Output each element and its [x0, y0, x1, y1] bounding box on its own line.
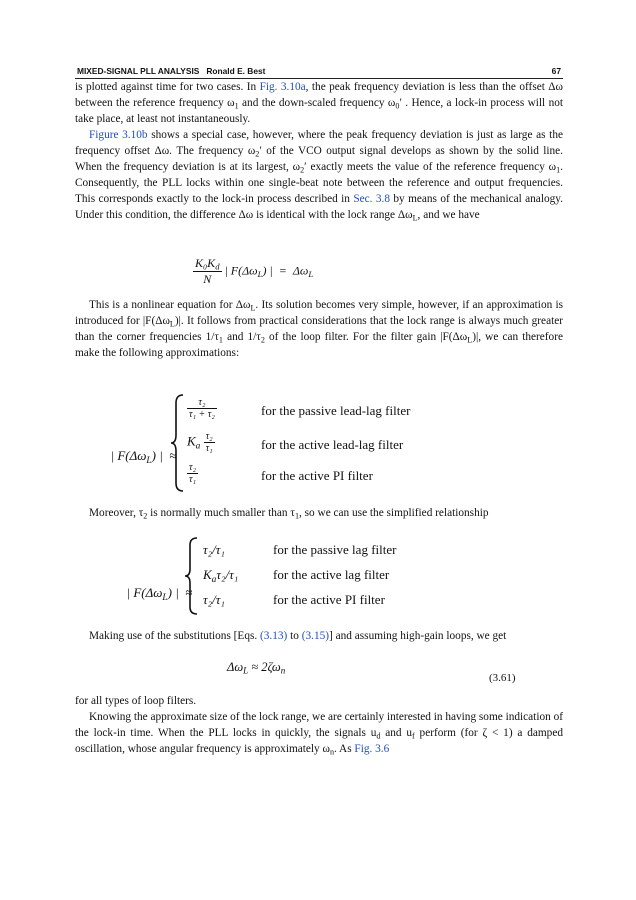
text: Making use of the substitutions [Eqs. — [89, 630, 261, 642]
text: ′ of the VCO output signal develops as shown by the solid line. When the frequency deviation is at its largest, ω — [75, 144, 564, 173]
equation-3-61 — [227, 660, 285, 675]
equation-lhs — [91, 432, 176, 480]
case-expr-3: τ₂/τ₁ — [203, 592, 225, 607]
text: K₀K — [195, 256, 216, 270]
fraction — [187, 462, 198, 485]
subscript: L — [162, 592, 168, 603]
fraction — [193, 256, 222, 287]
subscript: L — [243, 665, 249, 676]
text: | F(Δω — [110, 448, 147, 463]
subscript: L — [467, 335, 473, 345]
text: | F(Δω — [224, 263, 258, 278]
numerator: τ₂ — [189, 462, 197, 473]
subscript: L — [250, 303, 256, 313]
text: perform (for ζ < 1) a damped oscillation, whose angular frequency is approximately ω — [75, 726, 563, 755]
case-text-3: for the active PI filter — [273, 592, 385, 607]
text: τ₂/τ₁ — [216, 567, 239, 582]
equation-link[interactable]: (3.15) — [301, 630, 330, 642]
case-text-3: for the active PI filter — [261, 468, 373, 483]
text: by means of the mechanical analogy. Under this condition, the difference Δω is identical with the lock range Δω — [75, 192, 563, 221]
paragraph-7 — [75, 710, 563, 758]
text: ) | = Δω — [262, 263, 309, 278]
subscript: d — [376, 731, 381, 741]
text: ′ exactly meets the value of the reference frequency ω — [304, 160, 557, 173]
text: Moreover, τ — [89, 507, 144, 519]
equation-lock-range — [193, 256, 313, 287]
numerator — [193, 256, 222, 272]
subscript: 2 — [260, 335, 265, 345]
subscript: L — [257, 268, 263, 279]
case-expr-1: τ₂/τ₁ — [203, 542, 225, 557]
text: . Its solution becomes very simple, however, if an approximation is introduced for |F(Δω — [75, 299, 563, 327]
text: and 1/τ — [222, 330, 261, 343]
subscript: a — [211, 574, 217, 585]
header-rule — [75, 78, 563, 79]
numerator: τ₂ — [205, 431, 213, 442]
text: ) | ≈ — [151, 448, 177, 463]
paragraph-5 — [75, 629, 563, 645]
figure-link[interactable]: Figure 3.10b — [89, 129, 148, 141]
text: | F(Δω — [126, 585, 163, 600]
page-number: 67 — [551, 66, 561, 76]
case-expr-3 — [187, 462, 198, 485]
denominator: N — [203, 272, 212, 286]
denominator: τ₁ — [205, 443, 213, 454]
subscript: L — [169, 319, 175, 329]
text: ≈ 2ζω — [248, 660, 281, 674]
text: . Consequently, the PLL locks within one single-beat note between the reference and output frequencies. This corresponds exactly to the lock-in process described in — [75, 160, 563, 205]
case-text-1: for the passive lag filter — [273, 542, 397, 557]
equation-lhs — [107, 569, 192, 617]
case-text-1: for the passive lead-lag filter — [261, 403, 411, 418]
subscript: L — [146, 455, 152, 466]
figure-link[interactable]: Fig. 3.6 — [354, 742, 390, 755]
text: is plotted against time for two cases. In — [75, 81, 260, 93]
paragraph-4 — [75, 506, 563, 522]
text: )|, we can therefore make the following approximations: — [75, 330, 563, 359]
text: This is a nonlinear equation for Δω — [89, 299, 251, 311]
text: , the peak frequency deviation is less than the offset Δω between the reference frequency ω — [75, 81, 563, 109]
subscript: L — [412, 212, 418, 222]
text: K — [187, 433, 196, 449]
text: shows a special case, however, where the peak frequency deviation is just as large as the frequency offset Δω. The frequency ω — [75, 129, 563, 157]
denominator: τ₁ + τ₂ — [189, 409, 215, 420]
subscript: 2 — [255, 149, 260, 159]
fraction — [187, 397, 217, 420]
subscript: L — [308, 268, 314, 279]
header-title: MIXED-SIGNAL PLL ANALYSIS Ronald E. Best — [77, 66, 266, 76]
case-text-2: for the active lag filter — [273, 567, 390, 582]
subscript: d — [215, 261, 220, 272]
text: of the loop filter. For the filter gain |F(Δω — [264, 330, 468, 343]
text: to — [287, 630, 302, 642]
text: ] and assuming high-gain loops, we get — [329, 630, 507, 642]
subscript: 1 — [234, 101, 239, 111]
paragraph-2 — [75, 128, 563, 223]
text: and u — [380, 726, 413, 739]
subscript: 2 — [143, 511, 148, 521]
text: and the down-scaled frequency ω — [238, 96, 396, 109]
subscript: a — [195, 441, 201, 452]
fraction — [204, 431, 215, 454]
left-brace — [171, 393, 185, 493]
case-expr-2 — [187, 431, 215, 454]
text: for all types of loop filters. — [75, 695, 197, 707]
case-expr-2 — [203, 567, 238, 583]
numerator: τ₂ — [187, 397, 217, 409]
text: is normally much smaller than τ — [147, 507, 295, 519]
text: Δω — [227, 660, 244, 674]
text: K — [203, 567, 212, 582]
paragraph-6 — [75, 694, 563, 710]
subscript: 2 — [300, 165, 305, 175]
text: )|. It follows from practical considerations that the lock range is always much greater than the corner frequencies 1/τ — [75, 314, 563, 343]
text: . As — [334, 742, 355, 755]
equation-link[interactable]: (3.13) — [260, 630, 288, 642]
figure-link[interactable]: Fig. 3.10a — [259, 81, 306, 93]
left-brace — [185, 536, 199, 616]
text: , and we have — [417, 208, 480, 221]
subscript: n — [329, 747, 335, 757]
text: ′ . Hence, a lock-in process will not take place, at least not instantaneously. — [75, 96, 564, 125]
text: , so we can use the simplified relationship — [299, 507, 489, 519]
case-expr-1 — [187, 397, 217, 420]
text: ) | ≈ — [167, 585, 193, 600]
paragraph-3 — [75, 298, 563, 362]
section-link[interactable]: Sec. 3.8 — [353, 192, 390, 205]
subscript: 1 — [218, 335, 223, 345]
subscript: f — [412, 731, 415, 741]
paragraph-1 — [75, 80, 563, 128]
case-text-2: for the active lead-lag filter — [261, 437, 404, 452]
running-header — [75, 64, 563, 78]
text: Knowing the approximate size of the lock range, we are certainly interested in having some indication of the lock-in time. When the PLL locks in quickly, the signals u — [75, 711, 563, 739]
subscript: n — [280, 665, 286, 676]
subscript: 1 — [294, 511, 300, 521]
subscript: 1 — [556, 165, 561, 175]
equation-number: (3.61) — [489, 672, 516, 684]
denominator: τ₁ — [189, 474, 197, 485]
subscript: 0 — [395, 101, 400, 111]
